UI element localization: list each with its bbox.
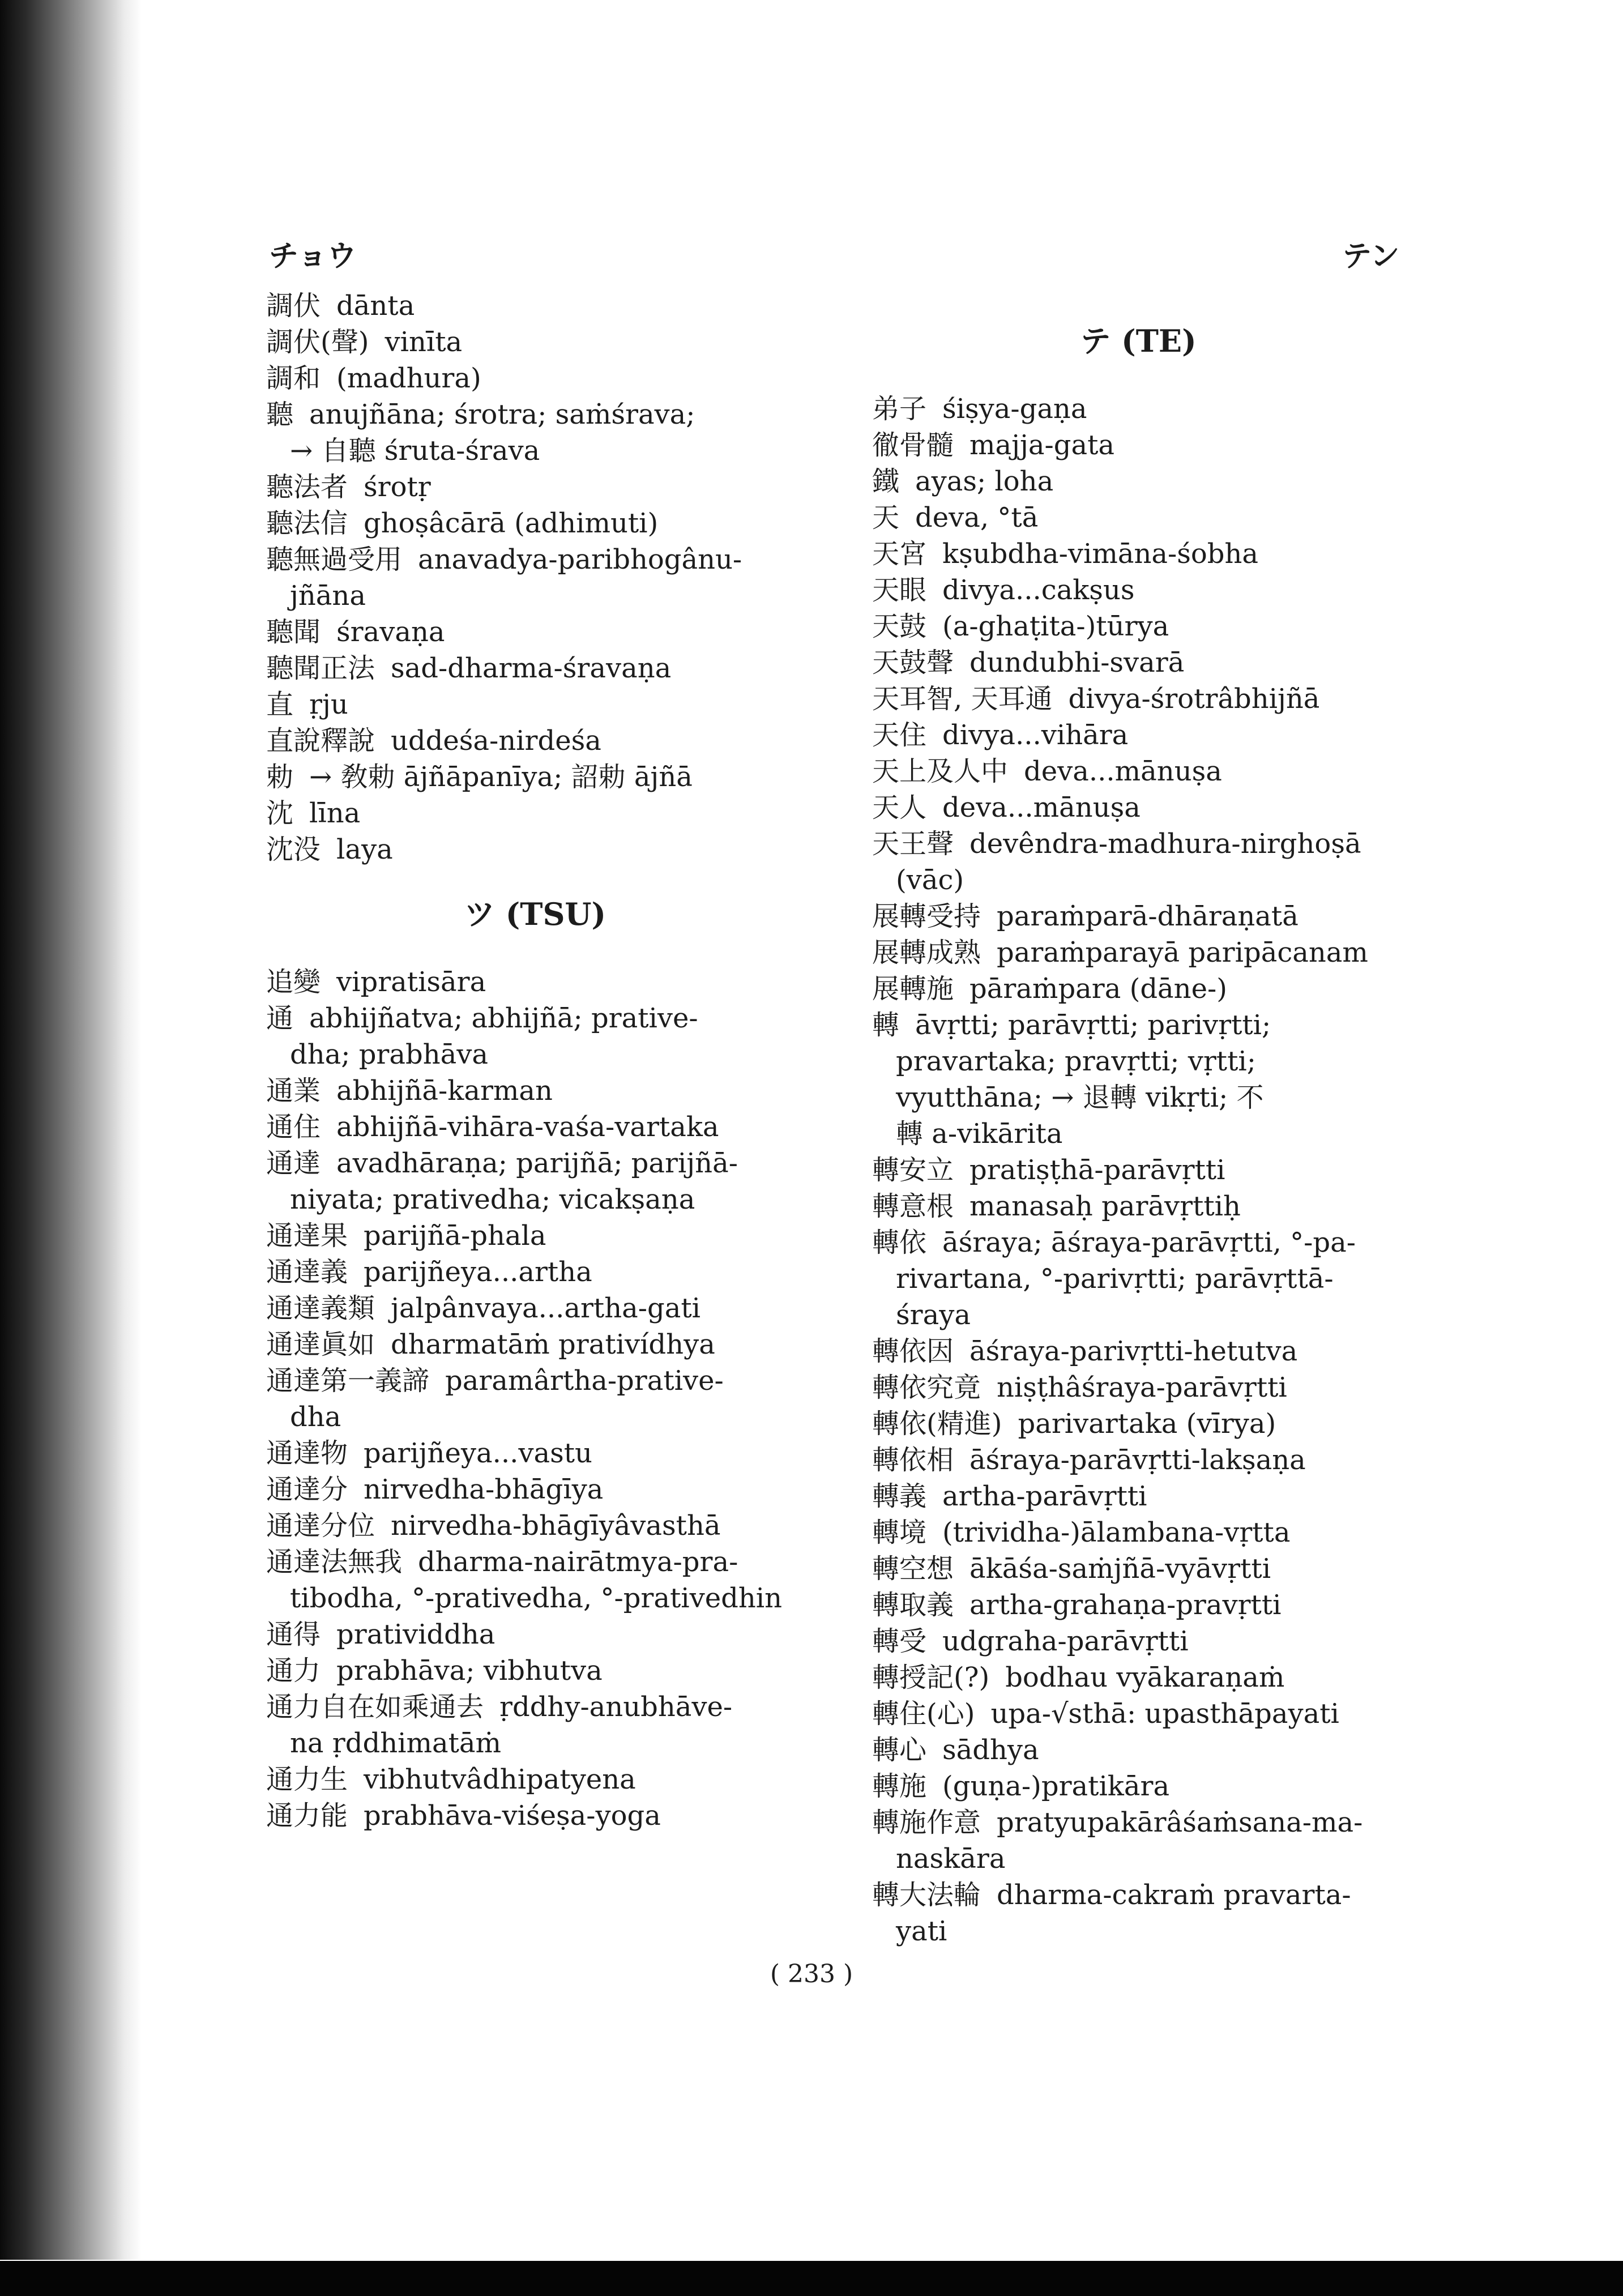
dictionary-entry	[266, 686, 804, 723]
dictionary-entry	[266, 1073, 804, 1109]
entry-continuation: jñāna	[290, 580, 366, 612]
entry-headword: 通達分位	[266, 1510, 375, 1542]
entry-definition: pāraṁpara (dāne-)	[969, 973, 1227, 1005]
entry-headword: 沈	[266, 797, 294, 829]
dictionary-entry	[872, 1732, 1404, 1768]
dictionary-entry	[266, 1616, 804, 1653]
entry-headword: 轉	[872, 1009, 900, 1041]
entry-definition: manasaḥ parāvṛttiḥ	[969, 1190, 1241, 1222]
dictionary-entry	[872, 789, 1404, 826]
entry-headword: 聽法者	[266, 471, 348, 503]
entry-definition: divya-śrotrâbhijñā	[1068, 683, 1320, 715]
dictionary-entry	[266, 964, 804, 1000]
section-heading: テ (TE)	[1080, 323, 1197, 359]
entry-headword: 展轉成熟	[872, 937, 981, 968]
entry-headword: 天耳智, 天耳通	[872, 683, 1053, 715]
entry-definition: ghoṣâcārā (adhimuti)	[364, 507, 659, 539]
entry-definition: nirvedha-bhāgīya	[364, 1474, 604, 1505]
entry-definition: vipratisāra	[336, 966, 486, 998]
entry-definition: pratividdha	[336, 1619, 496, 1650]
entry-headword: 徹骨髓	[872, 429, 954, 461]
entry-headword: 通達義	[266, 1256, 348, 1288]
entry-headword: 通住	[266, 1111, 321, 1143]
entry-headword: 直說釋說	[266, 725, 375, 757]
entry-definition: prabhāva; vibhutva	[336, 1655, 603, 1687]
entry-definition: laya	[336, 834, 393, 865]
entry-headword: 轉依相	[872, 1444, 954, 1476]
entry-headword: 通業	[266, 1075, 321, 1107]
dictionary-entry	[872, 1587, 1404, 1623]
dictionary-entry	[872, 681, 1404, 717]
dictionary-entry	[872, 500, 1404, 536]
entry-definition: dharma-nairātmya-pra-	[418, 1546, 738, 1578]
entry-headword: 轉依究竟	[872, 1372, 981, 1403]
entry-headword: 聽法信	[266, 507, 348, 539]
entry-headword: 轉意根	[872, 1190, 954, 1222]
dictionary-entry	[266, 1508, 804, 1544]
entry-definition: āvṛtti; parāvṛtti; parivṛtti;	[915, 1009, 1271, 1041]
entry-headword: 天人	[872, 792, 927, 823]
dictionary-entry	[872, 1623, 1404, 1659]
entry-continuation: → 自聽 śruta-śrava	[290, 435, 540, 467]
entry-definition: āśraya; āśraya-parāvṛtti, °-pa-	[942, 1227, 1356, 1258]
dictionary-entry	[872, 1804, 1404, 1877]
dictionary-entry	[266, 1218, 804, 1254]
section-heading: ツ (TSU)	[464, 896, 607, 932]
entry-definition: divya...cakṣus	[942, 574, 1135, 606]
entry-headword: 轉住(心)	[872, 1698, 975, 1730]
entry-continuation: naskāra	[896, 1843, 1006, 1875]
dictionary-entry	[266, 614, 804, 650]
running-header-right: テン	[1342, 239, 1400, 274]
dictionary-entry	[872, 572, 1404, 608]
entry-definition: śrotṛ	[364, 471, 431, 503]
entry-definition: nirvedha-bhāgīyâvasthā	[391, 1510, 721, 1542]
entry-definition: pratiṣṭhā-parāvṛtti	[969, 1154, 1225, 1186]
entry-headword: 聽	[266, 399, 294, 430]
entry-definition: āśraya-parivṛtti-hetutva	[969, 1335, 1298, 1367]
dictionary-entry	[266, 795, 804, 831]
entry-headword: 通達義類	[266, 1292, 375, 1324]
entry-headword: 天	[872, 502, 900, 534]
dictionary-entry	[872, 1152, 1404, 1188]
dictionary-entry	[872, 1514, 1404, 1551]
entry-headword: 通力能	[266, 1800, 348, 1832]
entry-continuation: tibodha, °-prativedha, °-prativedhin	[290, 1582, 783, 1614]
entry-definition: deva...mānuṣa	[942, 792, 1141, 823]
entry-headword: 弟子	[872, 393, 927, 425]
entry-definition: upa-√sthā: upasthāpayati	[990, 1698, 1339, 1730]
entry-definition: niṣṭhâśraya-parāvṛtti	[997, 1372, 1287, 1403]
dictionary-entry	[872, 463, 1404, 500]
entry-headword: 轉施作意	[872, 1807, 981, 1838]
page-number: ( 233 )	[770, 1960, 853, 1988]
entry-headword: 通	[266, 1002, 294, 1034]
entry-definition: avadhāraṇa; parijñā; parijñā-	[336, 1147, 738, 1179]
entry-continuation: 轉 a-vikārita	[896, 1118, 1063, 1150]
entry-headword: 轉心	[872, 1734, 927, 1766]
dictionary-entry	[872, 826, 1404, 898]
entry-definition: deva, °tā	[915, 502, 1039, 534]
dictionary-entry	[872, 1478, 1404, 1514]
entry-definition: paraṁparā-dhāraṇatā	[997, 901, 1299, 932]
entry-continuation: dha; prabhāva	[290, 1039, 488, 1070]
entry-definition: śravaṇa	[336, 616, 445, 648]
entry-definition: śiṣya-gaṇa	[942, 393, 1087, 425]
dictionary-entry	[266, 759, 804, 795]
dictionary-entry	[266, 1145, 804, 1218]
entry-headword: 天宮	[872, 538, 927, 570]
dictionary-entry	[872, 1551, 1404, 1587]
dictionary-entry	[872, 1768, 1404, 1804]
dictionary-entry	[872, 1224, 1404, 1333]
dictionary-entry	[872, 427, 1404, 463]
entry-definition: artha-grahaṇa-pravṛtti	[969, 1589, 1282, 1621]
entry-headword: 天鼓	[872, 611, 927, 642]
book-spine-shadow	[0, 0, 142, 2260]
dictionary-entry	[872, 1369, 1404, 1406]
dictionary-entry	[266, 1544, 804, 1616]
entry-definition: divya...vihāra	[942, 719, 1129, 751]
entry-definition: ṛju	[309, 689, 348, 720]
dictionary-entry	[872, 1333, 1404, 1369]
entry-definition: vinīta	[385, 326, 463, 358]
entry-headword: 通力自在如乘通去	[266, 1691, 484, 1723]
entry-headword: 轉大法輪	[872, 1879, 981, 1911]
entry-headword: 天住	[872, 719, 927, 751]
entry-headword: 通力生	[266, 1764, 348, 1795]
dictionary-entry	[266, 650, 804, 686]
dictionary-entry	[266, 1798, 804, 1834]
dictionary-entry	[266, 469, 804, 505]
entry-headword: 通達第一義諦	[266, 1365, 430, 1397]
entry-headword: 鐵	[872, 466, 900, 497]
entry-headword: 調伏	[266, 290, 321, 322]
entry-definition: āśraya-parāvṛtti-lakṣaṇa	[969, 1444, 1306, 1476]
entry-definition: dharmatāṁ prativídhya	[391, 1329, 715, 1360]
entry-headword: 轉授記(?)	[872, 1662, 990, 1693]
entry-headword: 展轉受持	[872, 901, 981, 932]
entry-headword: 追變	[266, 966, 321, 998]
dictionary-entry	[266, 288, 804, 324]
entry-definition: dānta	[336, 290, 415, 322]
entry-definition: ṛddhy-anubhāve-	[499, 1691, 733, 1723]
entry-definition: parivartaka (vīrya)	[1018, 1408, 1276, 1440]
entry-definition: sādhya	[942, 1734, 1039, 1766]
entry-definition: prabhāva-viśeṣa-yoga	[364, 1800, 661, 1832]
dictionary-entry	[266, 1435, 804, 1471]
entry-definition: uddeśa-nirdeśa	[391, 725, 601, 757]
dictionary-entry	[872, 1877, 1404, 1949]
dictionary-entry	[266, 1363, 804, 1435]
entry-definition: abhijñatva; abhijñā; prative-	[309, 1002, 698, 1034]
dictionary-entry	[872, 753, 1404, 789]
entry-headword: 沈没	[266, 834, 321, 865]
entry-definition: paraṁparayā paripācanam	[997, 937, 1368, 968]
dictionary-entry	[872, 934, 1404, 971]
entry-headword: 轉依因	[872, 1335, 954, 1367]
entry-headword: 轉取義	[872, 1589, 954, 1621]
dictionary-entry	[872, 608, 1404, 645]
entry-continuation: dha	[290, 1401, 341, 1433]
entry-continuation: yati	[896, 1915, 947, 1947]
entry-definition: parijñeya...artha	[364, 1256, 592, 1288]
entry-continuation: śraya	[896, 1299, 971, 1331]
entry-definition: līna	[309, 797, 361, 829]
entry-definition: jalpânvaya...artha-gati	[391, 1292, 701, 1324]
entry-definition: (a-ghaṭita-)tūrya	[942, 611, 1169, 642]
dictionary-entry	[266, 1689, 804, 1761]
entry-continuation: na ṛddhimatāṁ	[290, 1727, 502, 1759]
entry-continuation: vyutthāna; → 退轉 vikṛti; 不	[896, 1082, 1264, 1113]
entry-headword: 通達	[266, 1147, 321, 1179]
entry-definition: sad-dharma-śravaṇa	[391, 652, 672, 684]
entry-definition: majja-gata	[969, 429, 1114, 461]
entry-definition: dundubhi-svarā	[969, 647, 1185, 678]
entry-definition: ākāśa-saṁjñā-vyāvṛtti	[969, 1553, 1271, 1585]
dictionary-entry	[266, 541, 804, 614]
entry-definition: udgraha-parāvṛtti	[942, 1625, 1189, 1657]
entry-definition: parijñeya...vastu	[364, 1437, 592, 1469]
dictionary-entry	[266, 723, 804, 759]
entry-headword: 轉施	[872, 1770, 927, 1802]
entry-headword: 天鼓聲	[872, 647, 954, 678]
entry-definition: abhijñā-karman	[336, 1075, 553, 1107]
dictionary-entry	[266, 1471, 804, 1508]
entry-continuation: niyata; prativedha; vicakṣaṇa	[290, 1184, 695, 1215]
entry-headword: 通達法無我	[266, 1546, 403, 1578]
dictionary-entry	[872, 1007, 1404, 1152]
dictionary-entry	[872, 1406, 1404, 1442]
dictionary-entry	[266, 505, 804, 541]
entry-headword: 轉受	[872, 1625, 927, 1657]
entry-headword: 聽聞正法	[266, 652, 375, 684]
entry-definition: devêndra-madhura-nirghoṣā	[969, 828, 1361, 860]
dictionary-entry	[266, 360, 804, 396]
entry-headword: 通達眞如	[266, 1329, 375, 1360]
dictionary-entry	[266, 1109, 804, 1145]
entry-continuation: rivartana, °-parivṛtti; parāvṛttā-	[896, 1263, 1334, 1295]
dictionary-entry	[872, 1442, 1404, 1478]
dictionary-entry	[266, 1326, 804, 1363]
dictionary-entry	[872, 536, 1404, 572]
entry-headword: 聽無過受用	[266, 544, 403, 575]
dictionary-entry	[266, 1653, 804, 1689]
entry-headword: 轉空想	[872, 1553, 954, 1585]
entry-continuation: (vāc)	[896, 864, 964, 896]
dictionary-entry	[872, 717, 1404, 753]
entry-headword: 轉安立	[872, 1154, 954, 1186]
entry-definition: deva...mānuṣa	[1024, 756, 1222, 787]
entry-headword: 通達果	[266, 1220, 348, 1252]
entry-headword: 通達分	[266, 1474, 348, 1505]
entry-headword: 勅	[266, 761, 294, 793]
entry-headword: 轉境	[872, 1517, 927, 1548]
entry-definition: dharma-cakraṁ pravarta-	[997, 1879, 1351, 1911]
dictionary-entry	[266, 831, 804, 868]
dictionary-entry	[872, 645, 1404, 681]
entry-headword: 轉依	[872, 1227, 927, 1258]
entry-headword: 展轉施	[872, 973, 954, 1005]
entry-definition: → 敎勅 ājñāpanīya; 詔勅 ājñā	[309, 761, 693, 793]
entry-headword: 轉依(精進)	[872, 1408, 1002, 1440]
entry-definition: ayas; loha	[915, 466, 1054, 497]
entry-definition: pratyupakārâśaṁsana-ma-	[997, 1807, 1363, 1838]
dictionary-entry	[266, 1254, 804, 1290]
entry-definition: bodhau vyākaraṇaṁ	[1005, 1662, 1285, 1693]
dictionary-entry	[266, 1761, 804, 1798]
entry-definition: vibhutvâdhipatyena	[364, 1764, 636, 1795]
entry-definition: (guṇa-)pratikāra	[942, 1770, 1170, 1802]
entry-headword: 天上及人中	[872, 756, 1009, 787]
entry-definition: anavadya-paribhogânu-	[418, 544, 742, 575]
entry-headword: 天王聲	[872, 828, 954, 860]
dictionary-entry	[872, 898, 1404, 934]
entry-headword: 調和	[266, 362, 321, 394]
entry-headword: 轉義	[872, 1480, 927, 1512]
entry-headword: 調伏(聲)	[266, 326, 369, 358]
dictionary-entry	[266, 1000, 804, 1073]
dictionary-entry	[872, 1696, 1404, 1732]
dictionary-entry	[872, 1188, 1404, 1224]
dictionary-entry	[266, 1290, 804, 1326]
entry-definition: parijñā-phala	[364, 1220, 546, 1252]
entry-definition: abhijñā-vihāra-vaśa-vartaka	[336, 1111, 719, 1143]
dictionary-entry	[872, 971, 1404, 1007]
entry-definition: paramârtha-prative-	[445, 1365, 724, 1397]
entry-continuation: pravartaka; pravṛtti; vṛtti;	[896, 1045, 1256, 1077]
entry-headword: 通達物	[266, 1437, 348, 1469]
entry-definition: (trividha-)ālambana-vṛtta	[942, 1517, 1291, 1548]
entry-headword: 天眼	[872, 574, 927, 606]
entry-definition: (madhura)	[336, 362, 481, 394]
entry-headword: 直	[266, 689, 294, 720]
entry-definition: kṣubdha-vimāna-śobha	[942, 538, 1258, 570]
entry-definition: anujñāna; śrotra; saṁśrava;	[309, 399, 695, 430]
dictionary-entry	[266, 396, 804, 469]
entry-headword: 聽聞	[266, 616, 321, 648]
dictionary-entry	[266, 324, 804, 360]
entry-definition: artha-parāvṛtti	[942, 1480, 1147, 1512]
running-header-left: チョウ	[269, 239, 357, 274]
entry-headword: 通力	[266, 1655, 321, 1687]
entry-headword: 通得	[266, 1619, 321, 1650]
scan-bottom-border	[0, 2261, 1623, 2296]
dictionary-entry	[872, 391, 1404, 427]
dictionary-entry	[872, 1659, 1404, 1696]
